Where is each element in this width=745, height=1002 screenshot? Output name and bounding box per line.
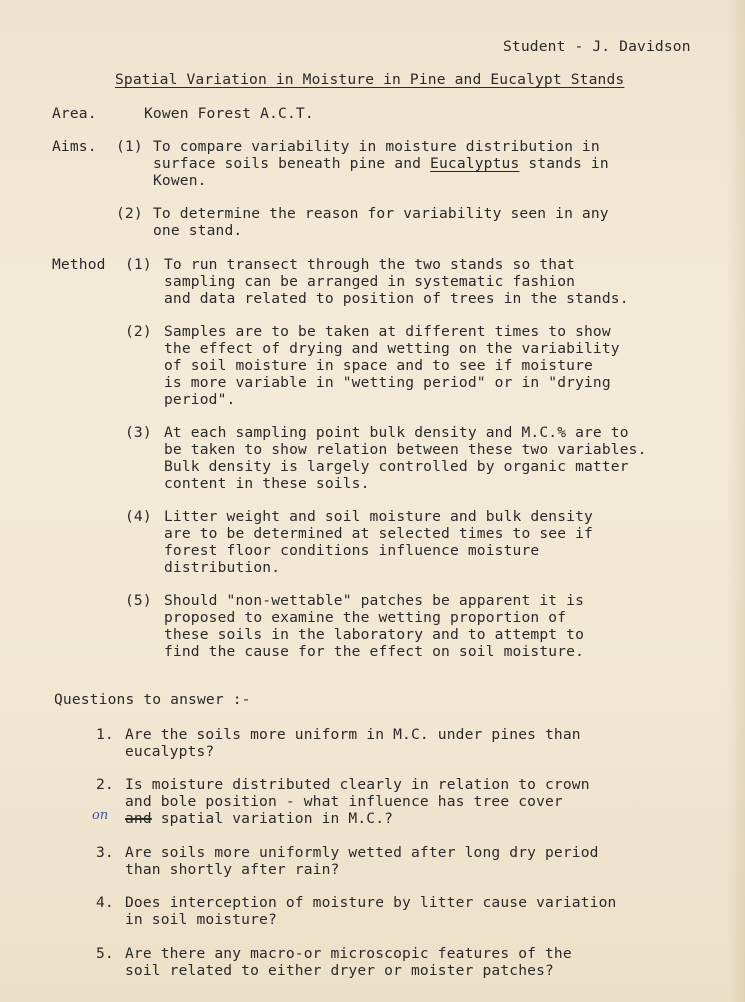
method-3-number: (3) [125, 424, 152, 441]
aim-1-line-1: To compare variability in moisture distribution in [153, 138, 600, 155]
question-4-number: 4. [96, 894, 114, 911]
method-4-line-2: are to be determined at selected times to see if [164, 525, 593, 542]
method-2-line-3: of soil moisture in space and to see if moisture [164, 357, 593, 374]
question-5-line-1: Are there any macro-or microscopic features of the [125, 945, 572, 962]
method-1-line-3: and data related to position of trees in the stands. [164, 290, 629, 307]
aim-2-line-2: one stand. [153, 222, 243, 239]
method-1-number: (1) [125, 256, 152, 273]
method-2-line-5: period". [164, 391, 236, 408]
handwritten-correction: on [92, 808, 109, 823]
struck-word: and [125, 810, 152, 827]
question-2-line-3-text: spatial variation in M.C.? [151, 810, 394, 827]
student-name: Student - J. Davidson [503, 38, 691, 55]
question-1-number: 1. [96, 726, 114, 743]
question-2-line-3 [125, 811, 393, 828]
area-label: Area. [52, 105, 97, 122]
question-5-number: 5. [96, 945, 114, 962]
method-1-line-2: sampling can be arranged in systematic fashion [164, 273, 576, 290]
question-4-line-2: in soil moisture? [125, 911, 277, 928]
method-5-line-4: find the cause for the effect on soil moisture. [164, 643, 585, 660]
question-2-line-2: and bole position - what influence has tree cover [125, 793, 563, 810]
paper-edge-shading [727, 0, 745, 1002]
method-4-line-1: Litter weight and soil moisture and bulk density [164, 508, 593, 525]
area-value: Kowen Forest A.C.T. [144, 105, 314, 122]
method-3-line-1: At each sampling point bulk density and M.C.% are to [164, 424, 629, 441]
method-4-line-3: forest floor conditions influence moisture [164, 542, 540, 559]
document-title: Spatial Variation in Moisture in Pine and Eucalypt Stands [115, 71, 625, 88]
questions-heading: Questions to answer :- [54, 691, 251, 708]
method-2-line-2: the effect of drying and wetting on the variability [164, 340, 620, 357]
aim-1-line-2 [153, 156, 609, 173]
method-5-line-1: Should "non-wettable" patches be apparent it is [164, 592, 585, 609]
method-2-number: (2) [125, 323, 152, 340]
method-2-line-1: Samples are to be taken at different times to show [164, 323, 611, 340]
method-2-line-4: is more variable in "wetting period" or in "drying [164, 374, 611, 391]
question-2-line-1: Is moisture distributed clearly in relation to crown [125, 776, 590, 793]
question-3-number: 3. [96, 844, 114, 861]
aims-label: Aims. [52, 138, 97, 155]
method-3-line-4: content in these soils. [164, 475, 370, 492]
method-5-number: (5) [125, 592, 152, 609]
aim-1-number: (1) [116, 138, 143, 155]
method-4-number: (4) [125, 508, 152, 525]
aim-1-line-2-end: stands in [519, 155, 609, 172]
question-3-line-2: than shortly after rain? [125, 861, 340, 878]
question-5-line-2: soil related to either dryer or moister patches? [125, 962, 554, 979]
method-5-line-2: proposed to examine the wetting proportion of [164, 609, 567, 626]
question-4-line-1: Does interception of moisture by litter cause variation [125, 894, 617, 911]
method-1-line-1: To run transect through the two stands so that [164, 256, 576, 273]
method-label: Method [52, 256, 106, 273]
aim-2-line-1: To determine the reason for variability seen in any [153, 205, 609, 222]
method-3-line-3: Bulk density is largely controlled by organic matter [164, 458, 629, 475]
question-2-number: 2. [96, 776, 114, 793]
eucalyptus-emphasis: Eucalyptus [430, 155, 520, 172]
question-1-line-1: Are the soils more uniform in M.C. under pines than [125, 726, 581, 743]
aim-1-line-3: Kowen. [153, 172, 207, 189]
aim-2-number: (2) [116, 205, 143, 222]
question-1-line-2: eucalypts? [125, 743, 215, 760]
question-3-line-1: Are soils more uniformly wetted after long dry period [125, 844, 599, 861]
aim-1-line-2-text: surface soils beneath pine and [153, 155, 431, 172]
method-5-line-3: these soils in the laboratory and to attempt to [164, 626, 585, 643]
method-3-line-2: be taken to show relation between these two variables. [164, 441, 647, 458]
method-4-line-4: distribution. [164, 559, 281, 576]
